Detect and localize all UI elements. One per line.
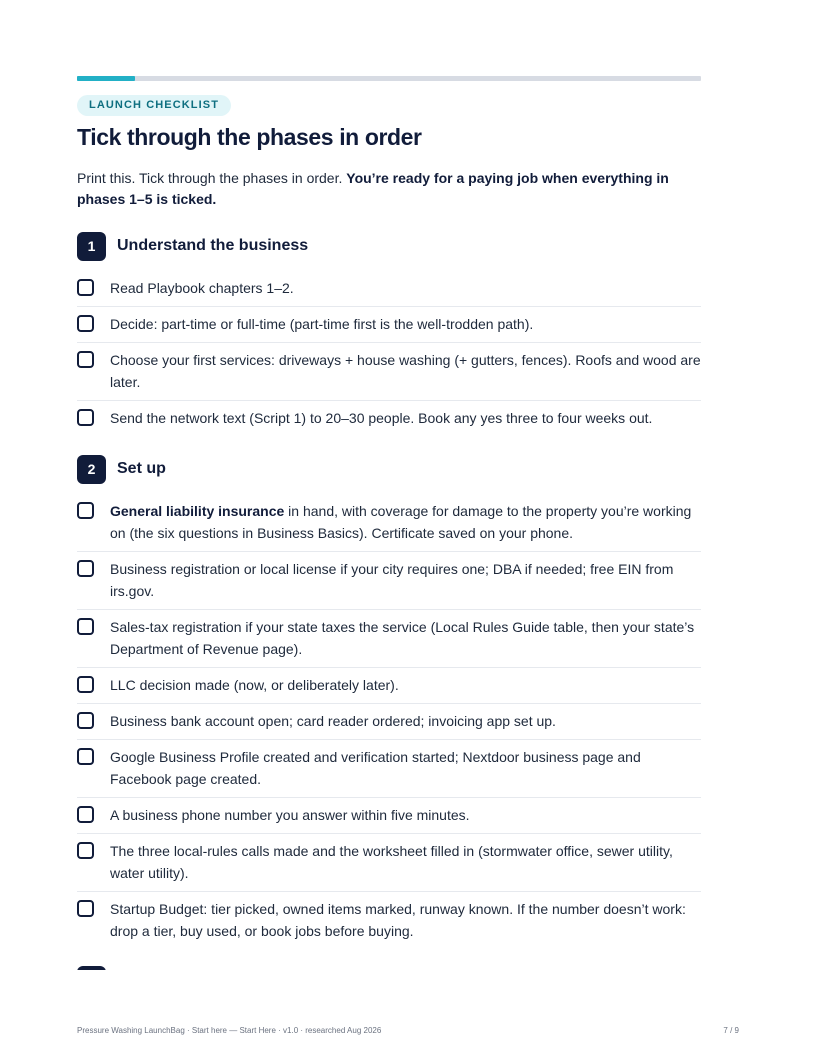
checklist-item (77, 798, 701, 834)
phase-spacer (77, 436, 701, 454)
phase-number-badge: 1 (77, 232, 106, 261)
progress-bar-fill (77, 76, 135, 81)
checklist-item (77, 343, 701, 401)
checkbox[interactable] (77, 351, 94, 368)
checklist-item-text (110, 500, 701, 544)
checklist-item (77, 307, 701, 343)
section-eyebrow-badge: LAUNCH CHECKLIST (77, 95, 231, 116)
phase-checklist (77, 271, 701, 436)
checklist-item (77, 401, 701, 436)
checklist-item-text (110, 674, 399, 696)
checklist-item-label: The three local-rules calls made and the worksheet filled in (stormwater office, sewer utility, water utility). (110, 843, 673, 881)
progress-bar (77, 76, 701, 81)
checklist-item-label: Decide: part-time or full-time (part-time first is the well-trodden path). (110, 316, 534, 332)
checkbox[interactable] (77, 748, 94, 765)
checklist-item-text (110, 313, 533, 335)
checkbox[interactable] (77, 900, 94, 917)
checklist-item-label: in hand, with coverage for damage to the property you’re working on (the six questions in Business Basics). Certificate saved on your phone. (110, 503, 692, 541)
checklist-item-label: Business bank account open; card reader ordered; invoicing app set up. (110, 713, 556, 729)
checklist-item (77, 610, 701, 668)
checklist-item-label: Send the network text (Script 1) to 20–30 people. Book any yes three to four weeks out. (110, 410, 653, 426)
checklist-item-label: Sales-tax registration if your state taxes the service (Local Rules Guide table, then your state’s Department of Revenue page). (110, 619, 695, 657)
page-bottom-margin (0, 970, 816, 1056)
checklist-item-text (110, 898, 701, 942)
checklist-item (77, 494, 701, 552)
checklist-item-text (110, 407, 652, 429)
checklist-item-label: Business registration or local license if your city requires one; DBA if needed; free EIN from irs.gov. (110, 561, 674, 599)
checkbox[interactable] (77, 279, 94, 296)
checklist-item (77, 740, 701, 798)
checklist-item-text (110, 746, 701, 790)
intro-text: Print this. Tick through the phases in order. (77, 170, 347, 186)
intro-paragraph (77, 168, 707, 210)
checklist-item (77, 552, 701, 610)
checklist-item (77, 892, 701, 949)
checklist-item-label: Choose your first services: driveways + house washing (+ gutters, fences). Roofs and wood are later. (110, 352, 701, 390)
phase-checklist (77, 494, 701, 949)
checklist-item (77, 834, 701, 892)
checklist-item-text (110, 277, 294, 299)
page-title: Tick through the phases in order (77, 124, 422, 150)
checklist (77, 231, 701, 949)
checkbox[interactable] (77, 502, 94, 519)
checklist-item-label: Startup Budget: tier picked, owned items marked, runway known. If the number doesn’t work: drop a tier, buy used, or book jobs before buying. (110, 901, 686, 939)
checklist-item (77, 704, 701, 740)
checklist-item-text (110, 558, 701, 602)
checklist-item (77, 271, 701, 307)
checkbox[interactable] (77, 560, 94, 577)
checklist-item-label: Google Business Profile created and verification started; Nextdoor business page and Facebook page created. (110, 749, 641, 787)
page-number: 7 / 9 (723, 1026, 739, 1035)
checklist-item-text (110, 710, 556, 732)
checklist-item-emphasis: General liability insurance (110, 503, 285, 519)
phase-number-badge: 2 (77, 455, 106, 484)
checkbox[interactable] (77, 409, 94, 426)
phase-header (77, 454, 701, 484)
checklist-item-text (110, 616, 701, 660)
phase-header (77, 231, 701, 261)
checklist-item-label: Read Playbook chapters 1–2. (110, 280, 294, 296)
phase-title: Set up (117, 460, 166, 477)
checkbox[interactable] (77, 712, 94, 729)
phase-title: Understand the business (117, 237, 309, 254)
intro-emphasis: You’re ready for a paying job when everything in phases 1–5 is ticked. (77, 170, 669, 207)
checkbox[interactable] (77, 806, 94, 823)
page-footer: Pressure Washing LaunchBag · Start here — Start Here · v1.0 · researched Aug 2026 (77, 1026, 382, 1035)
checklist-item-text (110, 349, 701, 393)
checklist-item-label: LLC decision made (now, or deliberately later). (110, 677, 399, 693)
checklist-item-text (110, 804, 470, 826)
checkbox[interactable] (77, 676, 94, 693)
checklist-item (77, 668, 701, 704)
checkbox[interactable] (77, 842, 94, 859)
checklist-item-text (110, 840, 701, 884)
checkbox[interactable] (77, 315, 94, 332)
checklist-item-label: A business phone number you answer within five minutes. (110, 807, 470, 823)
checkbox[interactable] (77, 618, 94, 635)
